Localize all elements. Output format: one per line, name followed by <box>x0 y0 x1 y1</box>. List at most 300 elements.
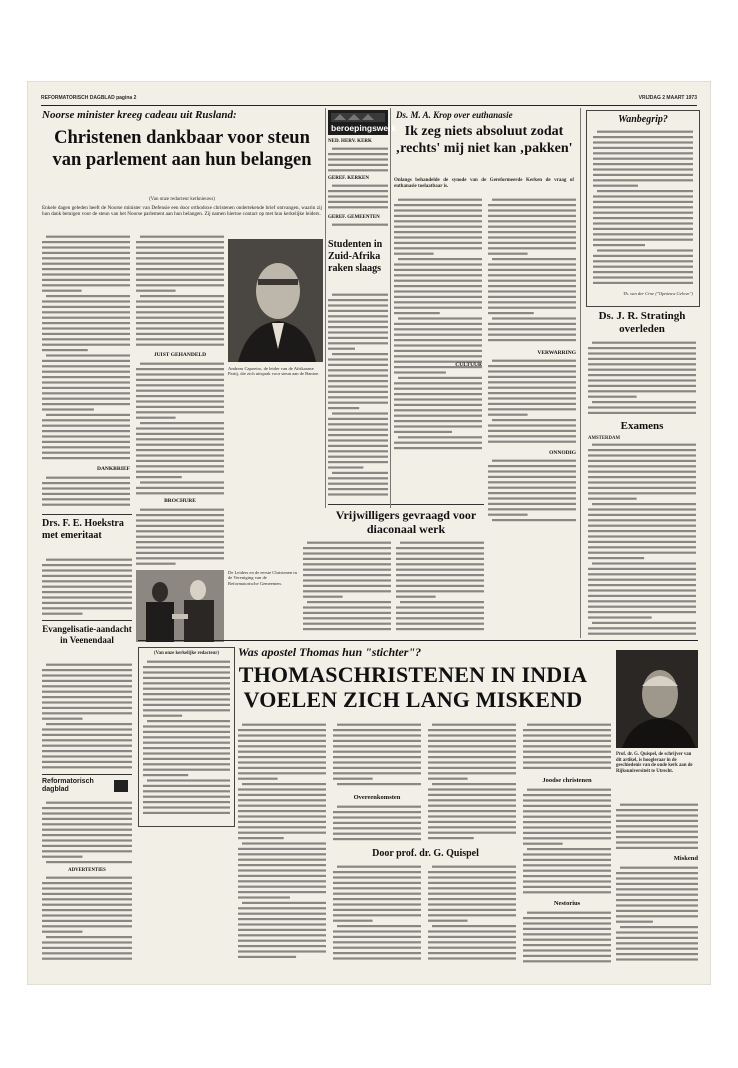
text-line <box>396 579 484 581</box>
text-line <box>143 796 230 798</box>
text-line <box>42 728 132 730</box>
text-line <box>333 909 421 911</box>
text-line <box>42 333 130 335</box>
text-line <box>42 273 130 275</box>
text-line <box>42 755 132 757</box>
text-line <box>238 950 326 952</box>
text-line <box>428 882 516 884</box>
text-line <box>488 397 576 399</box>
text-line <box>42 807 132 809</box>
text-line <box>488 408 576 410</box>
text-line <box>136 433 224 435</box>
text-line <box>328 396 388 398</box>
text-line <box>588 557 644 559</box>
text-line <box>428 941 516 943</box>
text-line <box>527 789 611 791</box>
krop-intro: Onlangs behandelde de synode van de Gereformeerde Kerken de vraag of euthanasie toelaatbaar is. <box>394 178 574 189</box>
text-line <box>42 856 83 858</box>
text-line <box>588 465 696 467</box>
text-line <box>42 425 130 427</box>
text-line <box>238 788 326 790</box>
text-line <box>46 723 132 725</box>
text-line <box>428 729 516 731</box>
text-line <box>238 794 326 796</box>
text-line <box>136 246 224 248</box>
text-line <box>588 589 696 591</box>
rule <box>42 620 132 621</box>
text-line <box>42 680 132 682</box>
text-line <box>488 476 576 478</box>
beroepingswerk-title: beroepingswerk <box>331 123 397 133</box>
text-line <box>136 438 224 440</box>
text-line <box>523 816 611 818</box>
text-line <box>488 481 576 483</box>
text-line <box>303 569 391 571</box>
text-line <box>588 508 696 510</box>
text-line <box>333 827 421 829</box>
text-line <box>588 535 696 537</box>
text-line <box>333 772 421 774</box>
text-line <box>143 736 230 738</box>
text-line <box>428 930 516 932</box>
text-line <box>394 339 482 341</box>
text-line <box>238 810 326 812</box>
thomas-box-title: (Van onze kerkelijke redacteur) <box>154 651 219 656</box>
text-line <box>143 698 230 700</box>
text-line <box>238 848 326 850</box>
text-line <box>488 204 576 206</box>
text-line <box>394 334 482 336</box>
text-line <box>597 249 693 251</box>
text-line <box>523 922 611 924</box>
text-line <box>143 812 230 814</box>
krop-body-col2 <box>488 197 576 347</box>
text-line <box>42 569 132 571</box>
text-line <box>143 731 230 733</box>
text-line <box>394 382 482 384</box>
text-line <box>488 465 576 467</box>
text-line <box>488 285 576 287</box>
text-line <box>238 880 326 882</box>
text-line <box>42 739 132 741</box>
wanbegrip-signature: Th. van der Croe ("Opnieuw Gelove") <box>622 291 693 296</box>
text-line <box>523 917 611 919</box>
krop-body-col2b <box>488 358 576 448</box>
text-lines <box>333 804 421 842</box>
text-line <box>428 832 516 834</box>
text-line <box>238 929 326 931</box>
text-line <box>328 434 388 436</box>
text-line <box>396 623 484 625</box>
rd-title: Reformatorisch dagblad <box>42 778 94 793</box>
text-line <box>147 720 230 722</box>
text-lines <box>488 197 576 347</box>
text-line <box>523 853 611 855</box>
text-line <box>140 295 224 297</box>
text-lines <box>328 292 388 502</box>
text-line <box>136 368 224 370</box>
text-line <box>428 876 516 878</box>
text-lines <box>303 540 391 635</box>
text-line <box>136 395 224 397</box>
text-line <box>428 799 516 801</box>
thomas-subhead-nestorius: Nestorius <box>553 900 581 907</box>
studenten-headline: Studenten in Zuid-Afrika raken slaags <box>328 239 383 274</box>
text-line <box>328 429 388 431</box>
text-line <box>488 514 528 516</box>
text-line <box>396 585 484 587</box>
thomas-box <box>138 647 235 827</box>
masthead-rule <box>41 105 697 106</box>
text-line <box>428 815 516 817</box>
text-line <box>488 403 576 405</box>
text-line <box>136 525 224 527</box>
text-line <box>616 910 698 912</box>
text-line <box>616 877 698 879</box>
text-line <box>488 435 576 437</box>
text-line <box>592 562 696 564</box>
text-line <box>303 590 391 592</box>
text-line <box>42 290 82 292</box>
text-line <box>42 850 132 852</box>
text-line <box>42 596 132 598</box>
text-line <box>136 536 224 538</box>
text-line <box>428 871 516 873</box>
text-line <box>428 957 516 959</box>
text-line <box>328 321 388 323</box>
text-line <box>42 268 130 270</box>
text-line <box>328 206 388 208</box>
text-line <box>616 847 698 849</box>
text-line <box>523 875 611 877</box>
thomas-body-col4c <box>523 910 611 965</box>
text-line <box>488 263 576 265</box>
text-line <box>238 805 326 807</box>
text-line <box>303 623 391 625</box>
text-line <box>136 541 224 543</box>
text-line <box>328 385 388 387</box>
text-line <box>588 611 696 613</box>
text-line <box>428 751 516 753</box>
text-line <box>588 600 696 602</box>
text-line <box>42 580 132 582</box>
text-line <box>398 377 482 379</box>
text-line <box>523 843 563 845</box>
text-line <box>428 821 516 823</box>
text-line <box>143 774 188 776</box>
text-line <box>328 423 388 425</box>
text-line <box>242 724 326 726</box>
studenten-body <box>328 292 388 502</box>
text-line <box>328 450 388 452</box>
text-line <box>394 312 440 314</box>
text-line <box>136 290 176 292</box>
text-line <box>42 457 130 459</box>
text-line <box>332 472 388 474</box>
text-line <box>42 360 130 362</box>
text-line <box>523 928 611 930</box>
text-lines <box>42 662 132 772</box>
rule <box>42 774 132 775</box>
text-line <box>136 449 224 451</box>
text-line <box>588 454 696 456</box>
text-line <box>143 747 230 749</box>
text-line <box>136 327 224 329</box>
text-line <box>428 756 516 758</box>
text-line <box>136 284 224 286</box>
text-line <box>136 344 224 346</box>
text-line <box>588 530 696 532</box>
text-line <box>488 339 576 341</box>
text-line <box>42 482 130 484</box>
text-line <box>328 391 388 393</box>
text-line <box>396 547 484 549</box>
text-line <box>428 893 516 895</box>
text-line <box>42 327 130 329</box>
text-line <box>616 841 698 843</box>
text-line <box>488 381 576 383</box>
text-line <box>42 839 132 841</box>
text-line <box>46 861 132 863</box>
text-lines <box>523 787 611 897</box>
text-line <box>328 364 388 366</box>
examens-headline: Examens <box>620 420 664 432</box>
text-line <box>332 224 388 226</box>
text-line <box>333 957 421 959</box>
text-line <box>523 891 611 893</box>
text-line <box>42 920 132 922</box>
text-line <box>143 666 230 668</box>
text-line <box>42 300 130 302</box>
text-line <box>42 349 88 351</box>
text-line <box>42 279 130 281</box>
photo-portrait-leader <box>228 239 323 362</box>
text-line <box>523 810 611 812</box>
lead-subhead-juist: JUIST GEHANDELD <box>153 352 207 358</box>
text-line <box>333 947 421 949</box>
text-line <box>396 563 484 565</box>
text-line <box>488 492 576 494</box>
text-line <box>136 306 224 308</box>
text-line <box>238 740 326 742</box>
text-line <box>328 483 388 485</box>
text-line <box>428 947 516 949</box>
text-line <box>42 446 130 448</box>
text-line <box>432 866 516 868</box>
text-line <box>616 883 698 885</box>
lead-kicker: Noorse minister kreeg cadeau uit Rusland: <box>42 109 237 121</box>
text-lines <box>333 864 421 964</box>
text-line <box>394 236 482 238</box>
text-line <box>337 783 421 785</box>
text-line <box>593 212 693 214</box>
thomas-body-col2 <box>333 722 421 792</box>
text-line <box>616 836 698 838</box>
text-line <box>136 257 224 259</box>
text-lines <box>428 864 516 964</box>
text-line <box>42 834 132 836</box>
text-line <box>238 896 290 898</box>
text-line <box>303 612 391 614</box>
text-line <box>136 300 224 302</box>
text-line <box>616 872 698 874</box>
text-line <box>428 745 516 747</box>
text-line <box>588 627 696 629</box>
text-line <box>492 419 576 421</box>
text-line <box>394 344 482 346</box>
text-line <box>588 449 696 451</box>
text-line <box>136 317 224 319</box>
stratingh-body <box>588 340 696 418</box>
text-line <box>428 909 516 911</box>
text-line <box>394 220 482 222</box>
text-line <box>523 826 611 828</box>
text-line <box>523 734 611 736</box>
text-line <box>428 740 516 742</box>
text-line <box>396 628 484 630</box>
text-line <box>303 617 391 619</box>
text-line <box>394 263 482 265</box>
rd-body <box>42 800 132 865</box>
text-line <box>136 417 176 419</box>
text-line <box>136 241 224 243</box>
text-line <box>527 848 611 850</box>
text-line <box>488 312 534 314</box>
text-lines <box>428 722 516 842</box>
text-line <box>238 778 278 780</box>
text-line <box>488 370 576 372</box>
lead-byline: (Van onze redacteur kerknieuws) <box>149 197 215 202</box>
text-line <box>46 877 132 879</box>
thomas-body-col4b <box>523 787 611 897</box>
text-line <box>492 519 576 521</box>
text-line <box>523 799 611 801</box>
text-line <box>42 246 130 248</box>
text-line <box>136 552 224 554</box>
text-line <box>592 444 696 446</box>
text-lines <box>42 557 132 617</box>
text-line <box>488 487 576 489</box>
text-lines <box>523 722 611 774</box>
text-line <box>588 546 696 548</box>
text-line <box>394 398 482 400</box>
text-line <box>588 514 696 516</box>
text-line <box>394 307 482 309</box>
text-line <box>143 790 230 792</box>
thomas-subhead-overeenkomsten: Overeenkomsten <box>353 794 401 801</box>
text-line <box>488 470 576 472</box>
text-line <box>333 756 421 758</box>
text-lines <box>136 234 224 349</box>
text-line <box>333 952 421 954</box>
text-line <box>488 503 576 505</box>
text-line <box>143 742 230 744</box>
column-rule <box>390 108 391 508</box>
text-line <box>492 360 576 362</box>
text-line <box>398 436 482 438</box>
text-line <box>328 461 388 463</box>
text-line <box>328 299 388 301</box>
text-line <box>42 371 130 373</box>
text-line <box>136 487 224 489</box>
text-line <box>42 958 132 960</box>
examens-city: AMSTERDAM <box>588 436 620 441</box>
text-lines <box>238 722 326 962</box>
text-line <box>523 939 611 941</box>
krop-subhead-verwarring: VERWARRING <box>537 350 576 356</box>
thomas-kicker: Was apostel Thomas hun "stichter"? <box>238 645 422 659</box>
text-line <box>492 460 576 462</box>
beroeping-body-2 <box>328 183 388 213</box>
text-line <box>303 596 343 598</box>
text-line <box>42 613 83 615</box>
text-line <box>136 406 224 408</box>
text-line <box>588 487 696 489</box>
text-line <box>616 931 698 933</box>
text-line <box>42 829 132 831</box>
text-line <box>593 244 645 246</box>
text-line <box>593 163 693 165</box>
text-line <box>333 833 421 835</box>
text-line <box>488 280 576 282</box>
text-line <box>328 466 363 468</box>
text-line <box>328 348 355 350</box>
text-line <box>588 552 696 554</box>
text-line <box>238 886 326 888</box>
text-line <box>136 444 224 446</box>
text-line <box>597 190 693 192</box>
text-line <box>394 442 482 444</box>
text-line <box>616 953 698 955</box>
text-line <box>616 899 698 901</box>
text-line <box>238 869 326 871</box>
text-line <box>428 767 516 769</box>
text-line <box>593 206 693 208</box>
text-line <box>593 271 693 273</box>
text-line <box>328 304 388 306</box>
text-line <box>143 709 230 711</box>
text-line <box>238 832 326 834</box>
text-line <box>42 607 132 609</box>
thomas-subhead-joodse: Joodse christenen <box>542 777 592 784</box>
text-lines <box>488 458 576 528</box>
text-line <box>328 445 388 447</box>
text-line <box>593 195 693 197</box>
text-line <box>394 409 482 411</box>
thomas-byline: Door prof. dr. G. Quispel <box>372 848 479 859</box>
rd-emblem-icon <box>114 780 128 792</box>
text-line <box>42 306 130 308</box>
text-line <box>143 769 230 771</box>
text-line <box>143 704 230 706</box>
text-line <box>523 864 611 866</box>
text-line <box>333 745 421 747</box>
text-line <box>328 358 388 360</box>
text-line <box>143 693 230 695</box>
text-line <box>616 888 698 890</box>
text-line <box>428 914 516 916</box>
text-line <box>333 767 421 769</box>
text-line <box>303 552 391 554</box>
text-line <box>523 761 611 763</box>
text-line <box>527 912 611 914</box>
beroepingswerk-logo <box>328 110 397 135</box>
text-line <box>42 904 132 906</box>
text-line <box>238 934 326 936</box>
text-line <box>597 131 693 133</box>
text-line <box>136 311 224 313</box>
text-line <box>523 955 611 957</box>
